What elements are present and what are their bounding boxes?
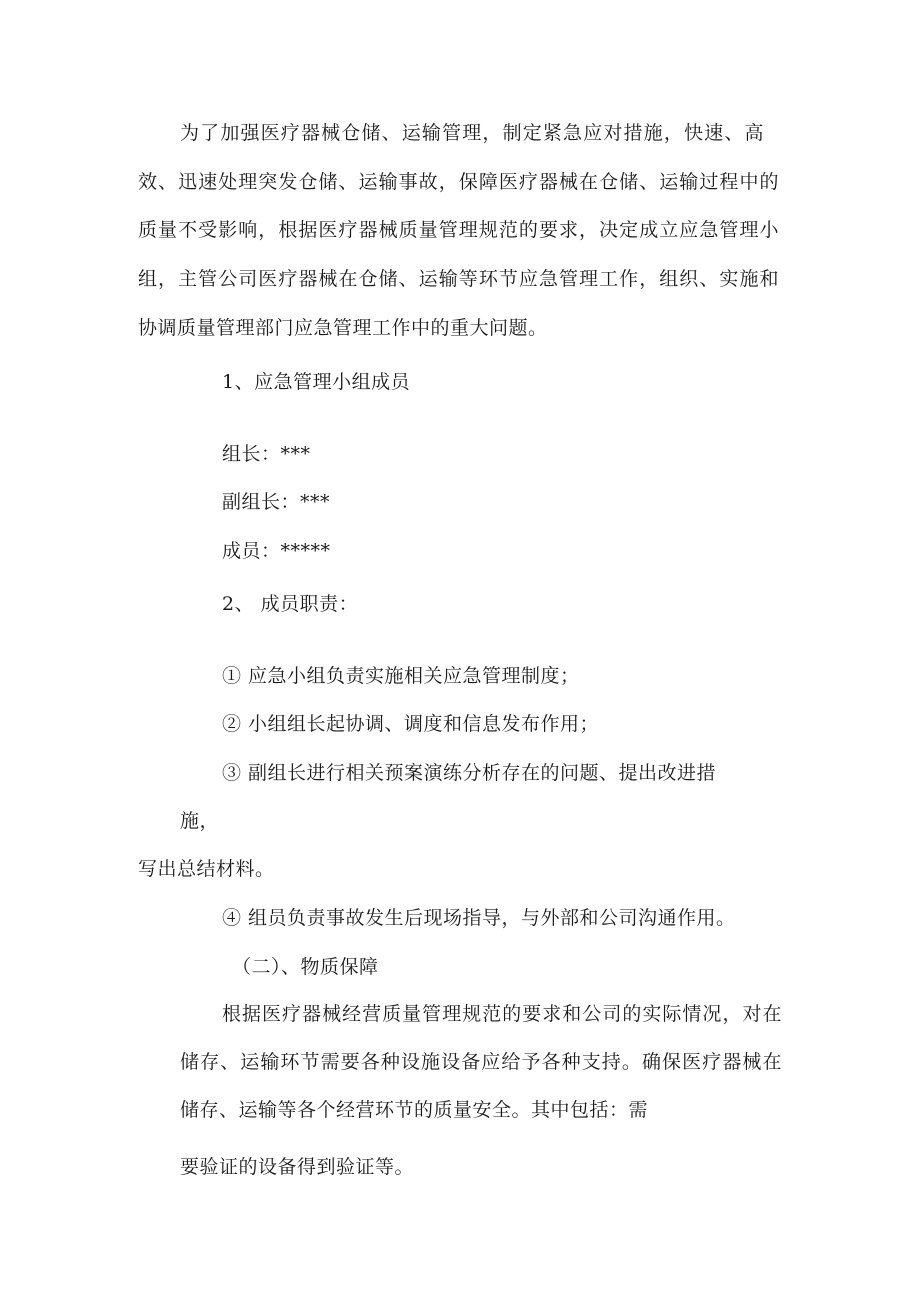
member-leader: 组长：*** (222, 443, 311, 465)
duty-item-3-line-3: 写出总结材料。 (138, 858, 275, 880)
duty-item-3-line-2: 施， (180, 810, 220, 832)
intro-line-2: 效、迅速处理突发仓储、运输事故，保障医疗器械在仓储、运输过程中的 (138, 171, 779, 193)
intro-line-5: 协调质量管理部门应急管理工作中的重大问题。 (138, 317, 548, 339)
section2-heading: 2、 成员职责： (222, 593, 359, 615)
material-heading: （二）、物质保障 (232, 956, 379, 978)
duty-item-4: ④ 组员负责事故发生后现场指导，与外部和公司沟通作用。 (222, 907, 736, 929)
duty-item-2: ② 小组组长起协调、调度和信息发布作用； (222, 713, 600, 735)
intro-line-1: 为了加强医疗器械仓储、运输管理，制定紧急应对措施，快速、高 (180, 122, 764, 144)
section1-heading: 1、应急管理小组成员 (222, 371, 411, 393)
material-line-1: 根据医疗器械经营质量管理规范的要求和公司的实际情况，对在 (222, 1003, 782, 1025)
duty-item-3-line-1: ③ 副组长进行相关预案演练分析存在的问题、提出改进措 (222, 762, 717, 784)
intro-line-4: 组，主管公司医疗器械在仓储、运输等环节应急管理工作，组织、实施和 (138, 268, 779, 290)
material-line-2: 储存、运输环节需要各种设施设备应给予各种支持。确保医疗器械在 (180, 1051, 782, 1073)
member-deputy: 副组长：*** (222, 491, 331, 513)
intro-line-3: 质量不受影响，根据医疗器械质量管理规范的要求，决定成立应急管理小 (138, 219, 779, 241)
member-staff: 成员：***** (222, 540, 331, 562)
material-line-3: 储存、运输等各个经营环节的质量安全。其中包括：需 (180, 1099, 649, 1121)
duty-item-1: ① 应急小组负责实施相关应急管理制度； (222, 665, 580, 687)
material-line-4: 要验证的设备得到验证等。 (180, 1156, 415, 1178)
